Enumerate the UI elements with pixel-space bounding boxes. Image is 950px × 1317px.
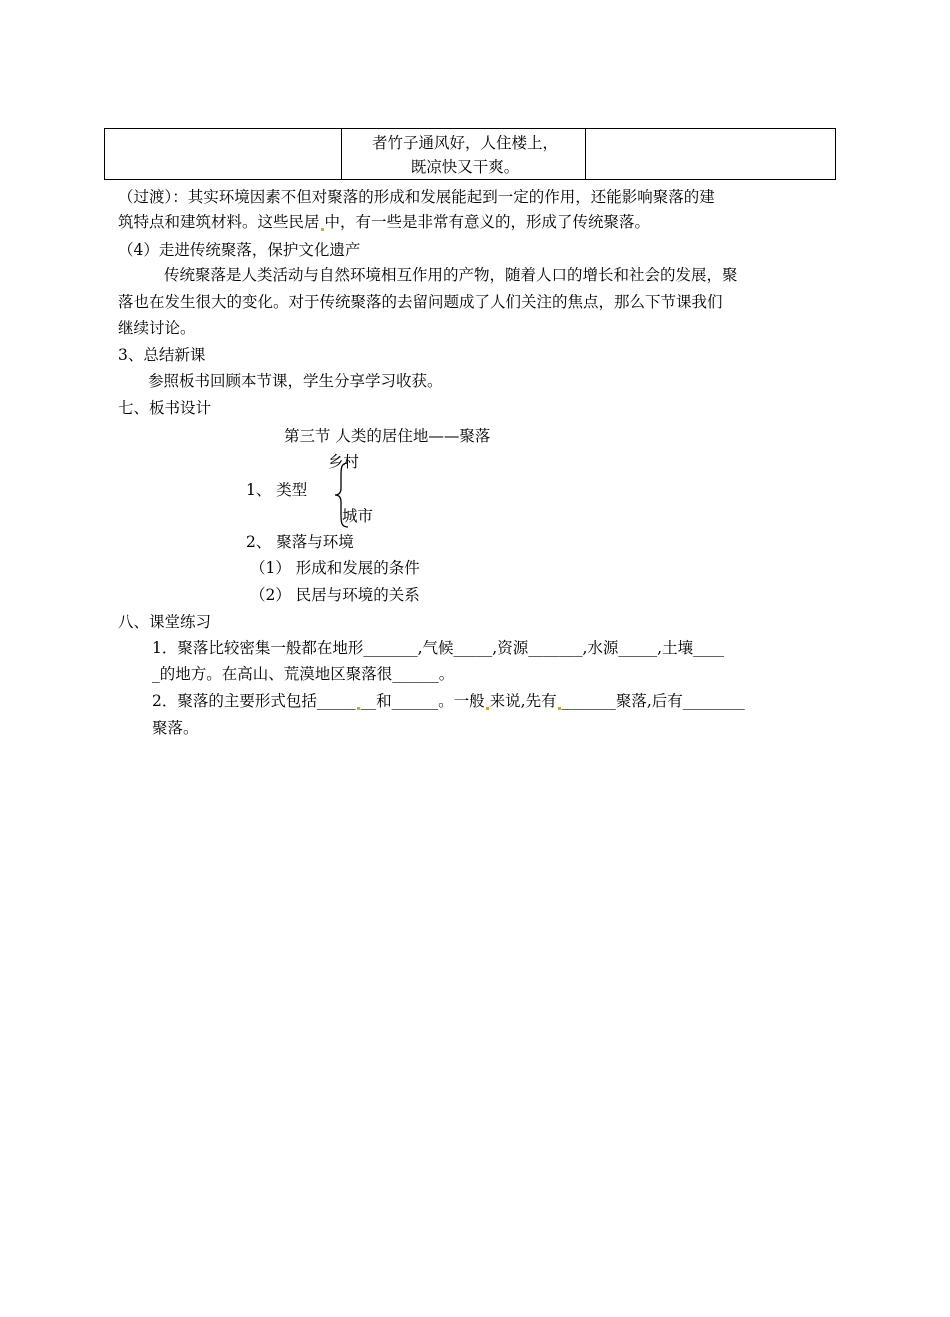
- exercise-q1-line2: _的地方。在高山、荒漠地区聚落很______。: [152, 665, 455, 683]
- transition-line1: （过渡）：其实环境因素不但对聚落的形成和发展能起到一定的作用，还能影响聚落的建: [118, 188, 715, 206]
- board-types: 1、 类型: [246, 481, 308, 499]
- exercise-heading: 八、课堂练习: [118, 613, 212, 631]
- edit-mark: [321, 228, 324, 231]
- exercise-q2-line2: 聚落。: [152, 719, 199, 737]
- board-environment: 2、 聚落与环境: [246, 533, 354, 551]
- transition-line2: [118, 212, 650, 232]
- section4-para-line1: 传统聚落是人类活动与自然环境相互作用的产物，随着人口的增长和社会的发展，聚: [164, 266, 738, 284]
- exercise-q2-part4: _______聚落,后有________: [561, 692, 745, 710]
- exercise-q2-part2: __和______。一般: [360, 692, 485, 710]
- edit-mark: [486, 707, 489, 710]
- table-divider-left: [341, 129, 342, 179]
- board-item2: （2） 民居与环境的关系: [250, 586, 420, 604]
- board-urban: 城市: [342, 507, 374, 525]
- summary-heading: 3、总结新课: [118, 346, 206, 364]
- section4-para-line2: 落也在发生很大的变化。对于传统聚落的去留问题成了人们关注的焦点，那么下节课我们: [118, 293, 723, 311]
- summary-text: 参照板书回顾本节课，学生分享学习收获。: [148, 372, 443, 390]
- table-cell-line2: 既凉快又干爽。: [410, 158, 520, 176]
- transition-line2-part2: 中，有一些是非常有意义的，形成了传统聚落。: [324, 213, 651, 231]
- section4-para-line3: 继续讨论。: [118, 319, 196, 337]
- table-fragment: [104, 128, 836, 180]
- section4-heading: （4）走进传统聚落，保护文化遗产: [118, 241, 361, 259]
- board-rural: 乡村: [328, 453, 360, 471]
- board-item1: （1） 形成和发展的条件: [250, 559, 420, 577]
- table-cell-line1: 者竹子通风好，人住楼上，: [371, 134, 558, 152]
- edit-mark: [357, 707, 360, 710]
- edit-mark: [558, 707, 561, 710]
- board-title: 第三节 人类的居住地——聚落: [284, 427, 491, 445]
- exercise-q2-part3: 来说,先有: [489, 692, 557, 710]
- exercise-q2-line1: [152, 691, 745, 711]
- exercise-q1-line1: 1．聚落比较密集一般都在地形_______,气候_____,资源_______,水源_____,土壤____: [152, 639, 725, 657]
- board-heading: 七、板书设计: [118, 399, 212, 417]
- transition-line2-part1: 筑特点和建筑材料。这些民居: [118, 213, 320, 231]
- exercise-q2-part1: 2．聚落的主要形式包括_____: [152, 692, 356, 710]
